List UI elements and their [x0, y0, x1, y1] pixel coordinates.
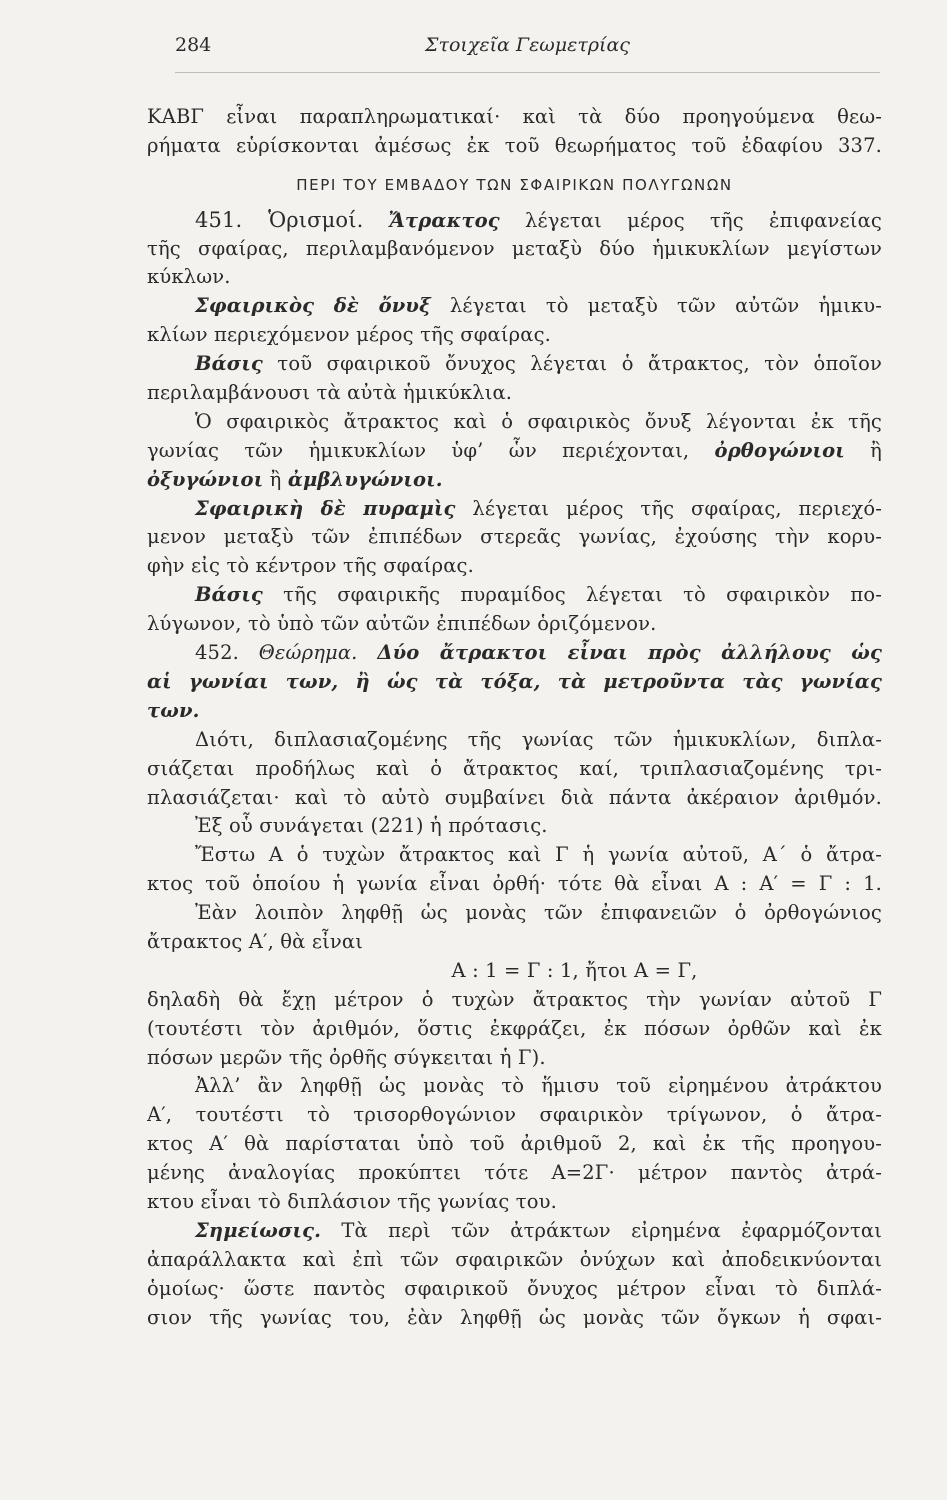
text-run: Ἐξ οὗ συνάγεται (221) ἡ πρότασις. [195, 814, 548, 838]
text-line [147, 812, 882, 841]
text-run: Θεώρημα. [258, 641, 358, 665]
text-run: πόσων μερῶν τῆς ὀρθῆς σύγκειται ἡ Γ). [147, 1045, 546, 1069]
text-run: (τουτέστι τὸν ἀριθμόν, ὅστις ἐκφράζει, ἐκ πόσων ὀρθῶν καὶ ἐκ [147, 1016, 882, 1040]
text-run: ἀμβλυγώνιοι. [287, 467, 443, 491]
text-run: κτος τοῦ ὁποίου ἡ γωνία εἶναι ὀρθή· τότε θὰ εἶναι Α : Α′ = Γ : 1. [147, 872, 882, 896]
text-run: 451. [195, 207, 269, 232]
text-line [147, 132, 882, 161]
text-run: φὴν εἰς τὸ κέντρον τῆς σφαίρας. [147, 554, 474, 578]
text-line [147, 321, 882, 350]
section-heading [147, 171, 882, 200]
text-line [147, 581, 882, 610]
text-line [147, 437, 882, 466]
text-line [147, 1217, 882, 1246]
text-run: κτου εἶναι τὸ διπλάσιον τῆς γωνίας του. [147, 1189, 557, 1213]
text-run [358, 641, 378, 664]
text-line [147, 1015, 882, 1044]
text-line [147, 639, 882, 668]
text-body [147, 103, 882, 1332]
text-run: ἄτρακτος Α′, θὰ εἶναι [147, 929, 364, 953]
text-line [147, 292, 882, 321]
running-title: Στοιχεῖα Γεωμετρίας [425, 34, 630, 56]
text-line [147, 784, 882, 813]
text-line [147, 552, 882, 581]
text-line [147, 350, 882, 379]
text-line [147, 1072, 882, 1101]
text-line [147, 1246, 882, 1275]
text-run: δηλαδὴ θὰ ἔχῃ μέτρον ὁ τυχὼν ἄτρακτος τὴν γωνίαν αὐτοῦ Γ [147, 987, 882, 1011]
text-line [147, 103, 882, 132]
text-run: Βάσις [195, 583, 263, 607]
text-line [147, 523, 882, 552]
text-line [147, 1275, 882, 1304]
text-run: Σφαιρικὸς δὲ ὄνυξ [195, 294, 431, 318]
text-run: σιον τῆς γωνίας του, ἐὰν ληφθῇ ὡς μονὰς τῶν ὄγκων ἡ σφαι- [147, 1305, 882, 1329]
text-run: τῆς σφαιρικῆς πυραμίδος λέγεται τὸ σφαιρικὸν πο- [262, 583, 882, 607]
text-run: Ἀλλ’ ἂν ληφθῇ ὡς μονὰς τὸ ἥμισυ τοῦ εἰρημένου ἀτράκτου [195, 1074, 882, 1098]
text-line [147, 235, 882, 264]
text-run: κλίων περιεχόμενον μέρος τῆς σφαίρας. [147, 323, 552, 347]
text-line [147, 928, 882, 957]
text-line [147, 870, 882, 899]
text-run: ΚΑΒΓ εἶναι παραπληρωματικαί· καὶ τὰ δύο προηγούμενα θεω- [147, 105, 882, 128]
text-line [147, 1044, 882, 1073]
text-run: σιάζεται προδήλως καὶ ὁ ἄτρακτος καί, τριπλασιαζομένης τρι- [147, 756, 882, 780]
text-run: μένης ἀναλογίας προκύπτει τότε Α=2Γ· μέτρον παντὸς ἀτρά- [147, 1161, 882, 1185]
text-run: Ὁ σφαιρικὸς ἄτρακτος καὶ ὁ σφαιρικὸς ὄνυξ λέγονται ἐκ τῆς [195, 409, 882, 433]
page-number: 284 [175, 34, 212, 56]
text-run [363, 209, 388, 232]
text-run: λέγεται μέρος τῆς σφαίρας, περιεχό- [455, 496, 882, 520]
text-run: Ὁρισμοί. [268, 207, 364, 232]
text-run: Α : 1 = Γ : 1, ἤτοι Α = Γ, [451, 958, 698, 982]
text-line [147, 668, 882, 697]
text-line [147, 263, 882, 292]
text-line [147, 697, 882, 726]
page-header [175, 34, 880, 64]
text-line [147, 986, 882, 1015]
text-run: γωνίας τῶν ἡμικυκλίων ὑφ’ ὧν περιέχονται, [147, 438, 715, 462]
text-run: Ἄτρακτος [388, 208, 500, 232]
text-run: Τὰ περὶ τῶν ἀτράκτων εἰρημένα ἐφαρμόζονται [321, 1218, 882, 1242]
text-run: λύγωνον, τὸ ὑπὸ τῶν αὐτῶν ἐπιπέδων ὁριζόμενον. [147, 612, 657, 636]
text-line [147, 841, 882, 870]
text-run: ὀρθογώνιοι [714, 438, 845, 462]
text-run: αἱ γωνίαι των, ἢ ὡς τὰ τόξα, τὰ μετροῦντα τὰς γωνίας [147, 669, 882, 693]
text-run: λέγεται μέρος τῆς ἐπιφανείας [499, 208, 882, 232]
text-run: ΠΕΡΙ ΤΟΥ ΕΜΒΑΔΟΥ ΤΩΝ ΣΦΑΙΡΙΚΩΝ ΠΟΛΥΓΩΝΩΝ [296, 175, 733, 194]
text-line [147, 495, 882, 524]
text-run: ἢ [844, 438, 882, 462]
text-line [147, 466, 882, 495]
text-line [147, 206, 882, 235]
text-run: Βάσις [195, 352, 263, 376]
text-line [147, 379, 882, 408]
text-run: κτος Α′ θὰ παρίσταται ὑπὸ τοῦ ἀριθμοῦ 2, καὶ ἐκ τῆς προηγου- [147, 1132, 882, 1156]
text-run: Σημείωσις. [195, 1218, 322, 1242]
text-run: Α′, τουτέστι τὸ τρισορθογώνιον σφαιρικὸν τρίγωνον, ὁ ἄτρα- [147, 1103, 882, 1127]
text-line [147, 1304, 882, 1333]
text-run: ἀπαράλλακτα καὶ ἐπὶ τῶν σφαιρικῶν ὀνύχων καὶ ἀποδεικνύονται [147, 1247, 882, 1271]
text-line [147, 1130, 882, 1159]
text-line [147, 726, 882, 755]
text-run: 452. [195, 641, 259, 665]
text-run: τοῦ σφαιρικοῦ ὄνυχος λέγεται ὁ ἄτρακτος, τὸν ὁποῖον [262, 352, 882, 376]
text-line [147, 899, 882, 928]
header-rule [175, 72, 880, 73]
text-line [147, 1188, 882, 1217]
text-run: περιλαμβάνουσι τὰ αὐτὰ ἡμικύκλια. [147, 381, 513, 405]
text-run: των. [147, 698, 200, 722]
text-line [147, 408, 882, 437]
text-line [147, 1159, 882, 1188]
text-run: μενον μεταξὺ τῶν ἐπιπέδων στερεᾶς γωνίας, ἐχούσης τὴν κορυ- [147, 525, 882, 549]
text-line [147, 1101, 882, 1130]
text-run: κύκλων. [147, 265, 231, 289]
text-run: ὁμοίως· ὥστε παντὸς σφαιρικοῦ ὄνυχος μέτρον εἶναι τὸ διπλά- [147, 1276, 882, 1300]
text-run: Σφαιρικὴ δὲ πυραμὶς [195, 496, 456, 520]
text-run: ρήματα εὑρίσκονται ἀμέσως ἐκ τοῦ θεωρήματος τοῦ ἐδαφίου 337. [147, 133, 882, 157]
text-line [147, 755, 882, 784]
text-run: τῆς σφαίρας, περιλαμβανόμενον μεταξὺ δύο ἡμικυκλίων μεγίστων [147, 236, 882, 260]
text-run: πλασιάζεται· καὶ τὸ αὐτὸ συμβαίνει διὰ πάντα ἀκέραιον ἀριθμόν. [147, 785, 882, 809]
text-run: ἢ [263, 467, 288, 491]
text-run: λέγεται τὸ μεταξὺ τῶν αὐτῶν ἡμικυ- [430, 294, 882, 318]
text-run: Ἔστω Α ὁ τυχὼν ἄτρακτος καὶ Γ ἡ γωνία αὐτοῦ, Α΄ ὁ ἄτρα- [195, 843, 882, 867]
text-run: Δύο ἄτρακτοι εἶναι πρὸς ἀλλήλους ὡς [377, 641, 882, 665]
text-run: Ἐὰν λοιπὸν ληφθῇ ὡς μονὰς τῶν ἐπιφανειῶν ὁ ὀρθογώνιος [195, 901, 882, 925]
text-run: Διότι, διπλασιαζομένης τῆς γωνίας τῶν ἡμικυκλίων, διπλα- [195, 727, 882, 751]
text-run: ὀξυγώνιοι [147, 467, 264, 491]
text-line [147, 957, 882, 986]
text-line [147, 610, 882, 639]
